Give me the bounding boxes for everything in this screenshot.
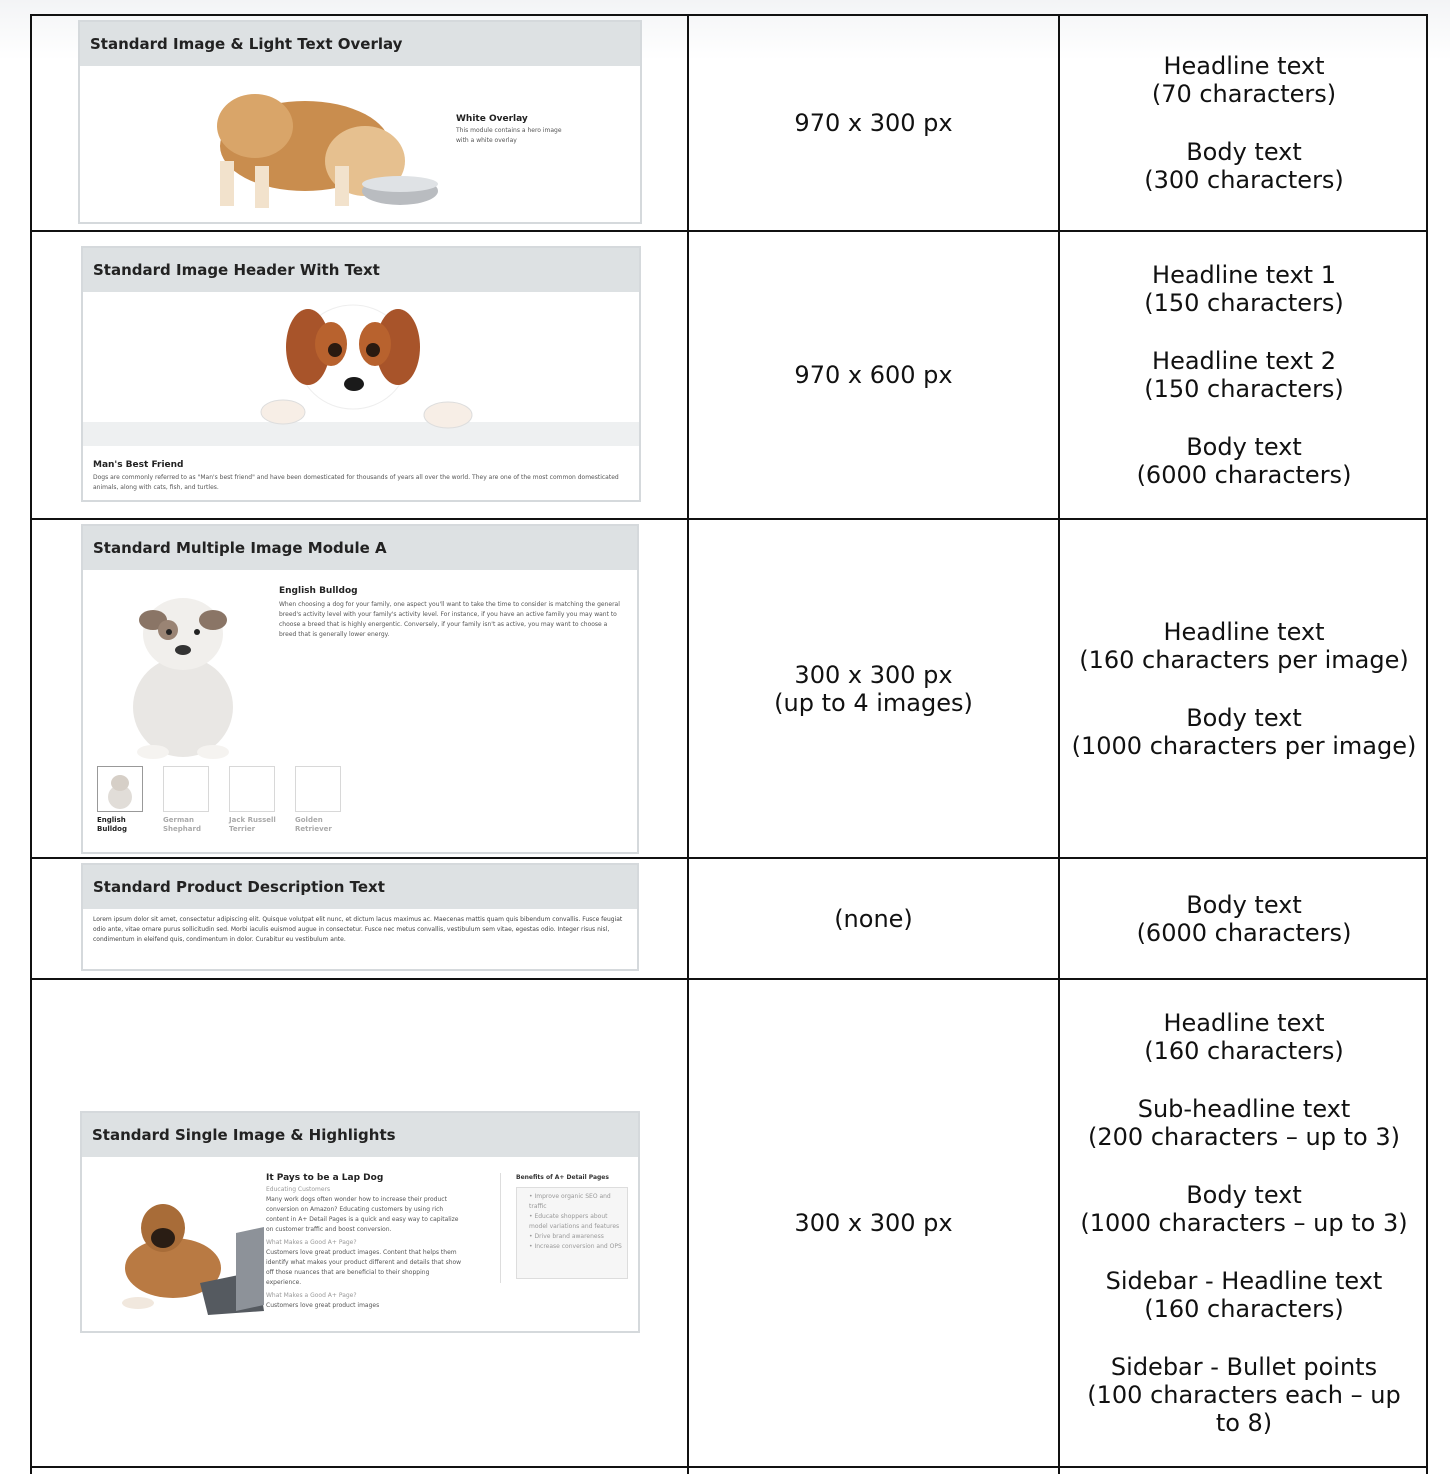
description-body: Lorem ipsum dolor sit amet, consectetur adipiscing elit. Quisque volutpat elit nunc, et dictum lacus maximus ac. Maecenas mattis quam quis bibendum convallis. Fusce feugiat odio ante, vitae ornare purus sollicitudin sed. Morbi iaculis euismod augue in consectetur. Fusce nec metus convallis, vestibulum sem vitae, egestas odio. Integer risus nisl, condimentum in eleifend quis, condimentum in dolor. Curabitur eu vestibulum ante. (93, 916, 623, 943)
spec-limit: (150 characters) (1144, 289, 1344, 317)
text-limits (1060, 16, 1428, 230)
highlight-body: Customers love great product images (266, 1302, 380, 1309)
highlight-subheadline: What Makes a Good A+ Page? (266, 1292, 357, 1299)
spec-label: Headline text (1163, 1009, 1325, 1037)
sidebar-divider (500, 1173, 501, 1283)
sidebar-bullet: • Improve organic SEO and traffic (529, 1193, 611, 1210)
spec-label: Headline text (1163, 52, 1325, 80)
text-limits (1060, 980, 1428, 1466)
highlights-text (266, 1173, 466, 1311)
english-bulldog-image (113, 582, 253, 762)
image-dimensions (689, 232, 1058, 518)
row-divider (30, 1466, 1428, 1468)
dimension-line: (up to 4 images) (774, 688, 973, 717)
module-table (30, 14, 1428, 1474)
sidebar-title: Benefits of A+ Detail Pages (516, 1174, 609, 1181)
spec-limit: (160 characters) (1144, 1295, 1344, 1323)
spec-limit: (160 characters) (1144, 1037, 1344, 1065)
item-title: English Bulldog (279, 586, 358, 596)
spec-label: Sidebar - Headline text (1105, 1267, 1383, 1295)
item-body: When choosing a dog for your family, one aspect you'll want to take the time to consider is matching the general breed's activity level with your family's activity level. For instance, if you have an active family you may want to choose a breed that is highly energentic. Conversely, if your family isn't as active, you may want to choose a breed that is generally lower energy. (279, 601, 620, 638)
sidebar-bullet: • Educate shoppers about model variations and features (529, 1213, 620, 1230)
spec-label: Headline text 1 (1152, 261, 1336, 289)
sidebar-bullet: • Drive brand awareness (529, 1233, 604, 1240)
header-caption (83, 450, 639, 493)
highlight-subheadline: What Makes a Good A+ Page? (266, 1239, 357, 1246)
caption-title: Man's Best Friend (93, 460, 184, 470)
spec-label: Headline text 2 (1152, 347, 1336, 375)
bullet-text: Educate shoppers about model variations and features (529, 1213, 620, 1230)
spec-limit: (70 characters) (1151, 80, 1337, 108)
image-dimensions (689, 16, 1058, 230)
thumbnail-jack-russell[interactable] (229, 766, 275, 812)
spec-label: Body text (1186, 703, 1302, 732)
spec-label: Body text (1186, 890, 1302, 919)
thumbnail-label: Jack Russell Terrier (229, 816, 276, 833)
module-title: Standard Image & Light Text Overlay (80, 22, 640, 66)
module-title: Standard Multiple Image Module A (83, 526, 637, 570)
spec-limit: (200 characters – up to 3) (1088, 1123, 1400, 1151)
spec-limit: (6000 characters) (1136, 918, 1352, 947)
thumbnail-english-bulldog[interactable] (97, 766, 143, 812)
spec-limit: (160 characters per image) (1079, 645, 1409, 674)
boxer-laptop-image (118, 1193, 268, 1318)
text-limits (1060, 232, 1428, 518)
spec-label: Body text (1186, 138, 1302, 166)
spec-label: Sidebar - Bullet points (1110, 1353, 1378, 1381)
module-preview-multiple-image (81, 524, 639, 854)
highlight-subheadline: Educating Customers (266, 1186, 331, 1193)
spec-limit: (100 characters each – up to 8) (1087, 1381, 1401, 1437)
white-overlay-box (452, 110, 580, 154)
dimension-line: 970 x 300 px (794, 109, 953, 137)
image-dimensions (689, 520, 1058, 857)
spec-label: Body text (1186, 433, 1302, 461)
caption-body: Dogs are commonly referred to as "Man's best friend" and have been domesticated for thousands of years all over the world. They are one of the most common domesticated animals, along with cats, fish, and turtles. (93, 474, 619, 491)
module-preview-image-header (81, 246, 641, 502)
module-preview-product-description (81, 863, 639, 971)
puppy-peeking-image (83, 292, 639, 446)
module-title: Standard Image Header With Text (83, 248, 639, 292)
sidebar-box (516, 1187, 628, 1279)
column-divider (30, 14, 32, 1474)
sidebar (516, 1173, 628, 1279)
spec-limit: (1000 characters – up to 3) (1080, 1209, 1408, 1237)
thumbnail-label: Golden Retriever (295, 816, 332, 833)
dimension-line: (none) (834, 904, 913, 933)
spec-limit: (6000 characters) (1136, 461, 1352, 489)
thumbnail-label: English Bulldog (97, 816, 127, 833)
bullet-text: Improve organic SEO and traffic (529, 1193, 611, 1210)
text-limits (1060, 520, 1428, 857)
bullet-text: Drive brand awareness (534, 1233, 604, 1240)
module-preview-image-overlay (78, 20, 642, 224)
module-preview-single-image-highlights (80, 1111, 640, 1333)
dimension-line: 970 x 600 px (794, 361, 953, 389)
bullet-text: Increase conversion and OPS (534, 1243, 622, 1250)
highlight-body: Customers love great product images. Content that helps them identify what makes your product different and details that show off those nuances that are beneficial to their shopping experience. (266, 1249, 462, 1286)
thumbnail-label: German Shephard (163, 816, 201, 833)
spec-limit: (150 characters) (1144, 375, 1344, 403)
image-dimensions (689, 980, 1058, 1466)
spec-label: Headline text (1163, 617, 1325, 646)
thumbnail-golden-retriever[interactable] (295, 766, 341, 812)
spec-label: Sub-headline text (1137, 1095, 1351, 1123)
module-title: Standard Product Description Text (83, 865, 637, 909)
sidebar-bullet: • Increase conversion and OPS (529, 1243, 622, 1250)
overlay-body: This module contains a hero image with a white overlay (456, 127, 562, 144)
spec-limit: (1000 characters per image) (1071, 731, 1417, 760)
spec-limit: (300 characters) (1144, 166, 1344, 194)
bulldog-description (279, 586, 624, 640)
highlight-headline: It Pays to be a Lap Dog (266, 1173, 384, 1183)
module-title: Standard Single Image & Highlights (82, 1113, 638, 1157)
dimension-line: 300 x 300 px (794, 660, 953, 689)
spec-label: Body text (1186, 1181, 1302, 1209)
text-limits (1060, 859, 1428, 978)
image-dimensions (689, 859, 1058, 978)
highlight-body: Many work dogs often wonder how to increase their product conversion on Amazon? Educating customers by using rich content in A+ Detail Pages is a quick and easy way to capitalize on customer traffic and boost conversion. (266, 1196, 459, 1233)
thumbnail-german-shephard[interactable] (163, 766, 209, 812)
overlay-title: White Overlay (456, 114, 528, 124)
dimension-line: 300 x 300 px (794, 1209, 953, 1237)
